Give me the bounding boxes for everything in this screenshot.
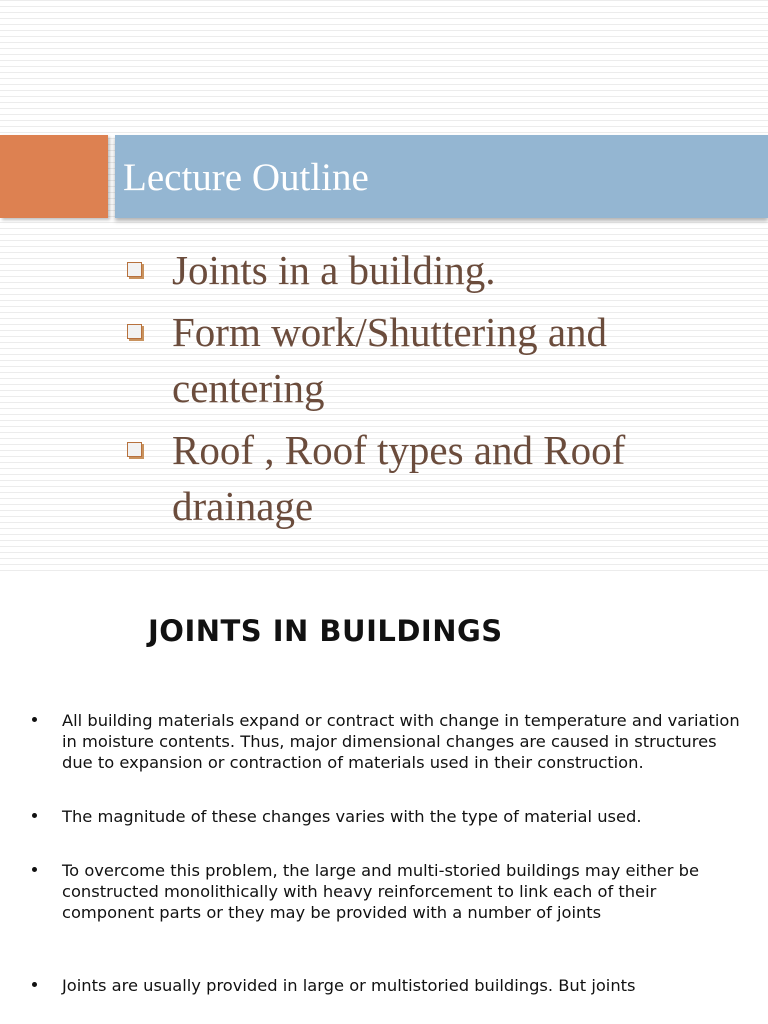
checkbox-bullet-icon xyxy=(127,442,142,457)
checkbox-bullet-icon xyxy=(127,324,142,339)
dot-bullet-icon xyxy=(32,867,37,872)
bullet-item xyxy=(30,975,740,996)
outline-item xyxy=(120,242,740,298)
checkbox-bullet-icon xyxy=(127,262,142,277)
slide-title: Lecture Outline xyxy=(123,156,369,199)
bullet-text: All building materials expand or contract with change in temperature and variation in moisture contents. Thus, major dimensional changes are caused in structures due to expansion or contraction of materials used in their construction. xyxy=(62,711,740,772)
outline-item xyxy=(120,304,740,416)
outline-item-text: Roof , Roof types and Roof drainage xyxy=(172,427,626,529)
bullet-text: The magnitude of these changes varies with the type of material used. xyxy=(62,807,642,826)
bullet-item xyxy=(30,710,740,773)
outline-list xyxy=(120,242,740,540)
bullet-text: To overcome this problem, the large and multi-storied buildings may either be constructed monolithically with heavy reinforcement to link each of their component parts or they may be provided with a number of joints xyxy=(62,861,700,922)
slide-heading: JOINTS IN BUILDINGS xyxy=(148,614,503,648)
outline-item xyxy=(120,422,740,534)
dot-bullet-icon xyxy=(32,813,37,818)
bullet-list xyxy=(30,710,740,996)
bullet-item xyxy=(30,806,740,827)
dot-bullet-icon xyxy=(32,982,37,987)
title-bar xyxy=(115,135,768,218)
bullet-text: Joints are usually provided in large or multistoried buildings. But joints xyxy=(62,976,636,995)
slide-joints-in-buildings xyxy=(0,572,768,1024)
outline-item-text: Form work/Shuttering and centering xyxy=(172,309,608,411)
dot-bullet-icon xyxy=(32,717,37,722)
title-accent-block xyxy=(0,135,108,218)
outline-item-text: Joints in a building. xyxy=(172,247,496,293)
bullet-item xyxy=(30,860,740,923)
